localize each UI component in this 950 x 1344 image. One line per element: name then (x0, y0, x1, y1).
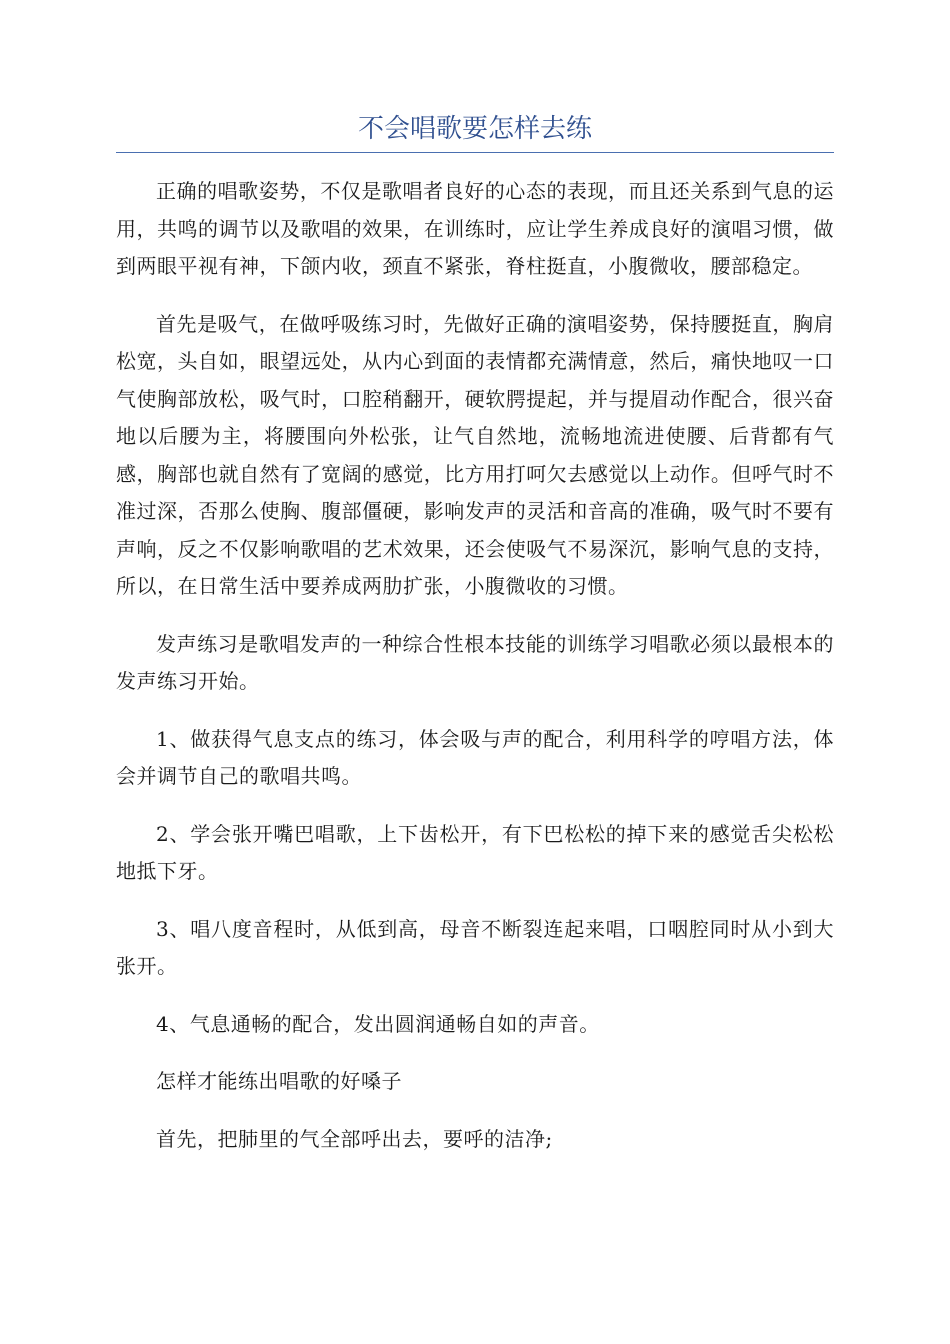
list-item-2: 2、学会张开嘴巴唱歌，上下齿松开，有下巴松松的掉下来的感觉舌尖松松地抵下牙。 (116, 821, 834, 883)
paragraph-vocal-practice: 发声练习是歌唱发声的一种综合性根本技能的训练学习唱歌必须以最根本的发声练习开始。 (116, 631, 834, 693)
paragraph-breathing: 首先是吸气，在做呼吸练习时，先做好正确的演唱姿势，保持腰挺直，胸肩松宽，头自如，眼望远处，从内心到面的表情都充满情意，然后，痛快地叹一口气使胸部放松，吸气时，口腔稍翻开，硬软腭提起，并与提眉动作配合，很兴奋地以后腰为主，将腰围向外松张，让气自然地，流畅地流进使腰、后背都有气感，胸部也就自然有了宽阔的感觉，比方用打呵欠去感觉以上动作。但呼气时不准过深，否那么使胸、腹部僵硬，影响发声的灵活和音高的准确，吸气时不要有声响，反之不仅影响歌唱的艺术效果，还会使吸气不易深沉，影响气息的支持，所以，在日常生活中要养成两肋扩张，小腹微收的习惯。 (116, 311, 834, 598)
document-body (116, 173, 834, 1158)
document-title: 不会唱歌要怎样去练 (116, 112, 834, 153)
paragraph-posture: 正确的唱歌姿势，不仅是歌唱者良好的心态的表现，而且还关系到气息的运用，共鸣的调节以及歌唱的效果，在训练时，应让学生养成良好的演唱习惯，做到两眼平视有神，下颌内收，颈直不紧张，脊柱挺直，小腹微收，腰部稳定。 (116, 179, 834, 278)
section-heading-good-voice: 怎样才能练出唱歌的好嗓子 (156, 1069, 402, 1093)
list-item-4: 4、气息通畅的配合，发出圆润通畅自如的声音。 (156, 1011, 600, 1036)
list-item-3: 3、唱八度音程时，从低到高，母音不断裂连起来唱，口咽腔同时从小到大张开。 (116, 916, 834, 978)
paragraph-first-step: 首先，把肺里的气全部呼出去，要呼的洁净; (156, 1126, 553, 1151)
list-item-1: 1、做获得气息支点的练习，体会吸与声的配合，利用科学的哼唱方法，体会并调节自己的歌唱共鸣。 (116, 726, 834, 788)
